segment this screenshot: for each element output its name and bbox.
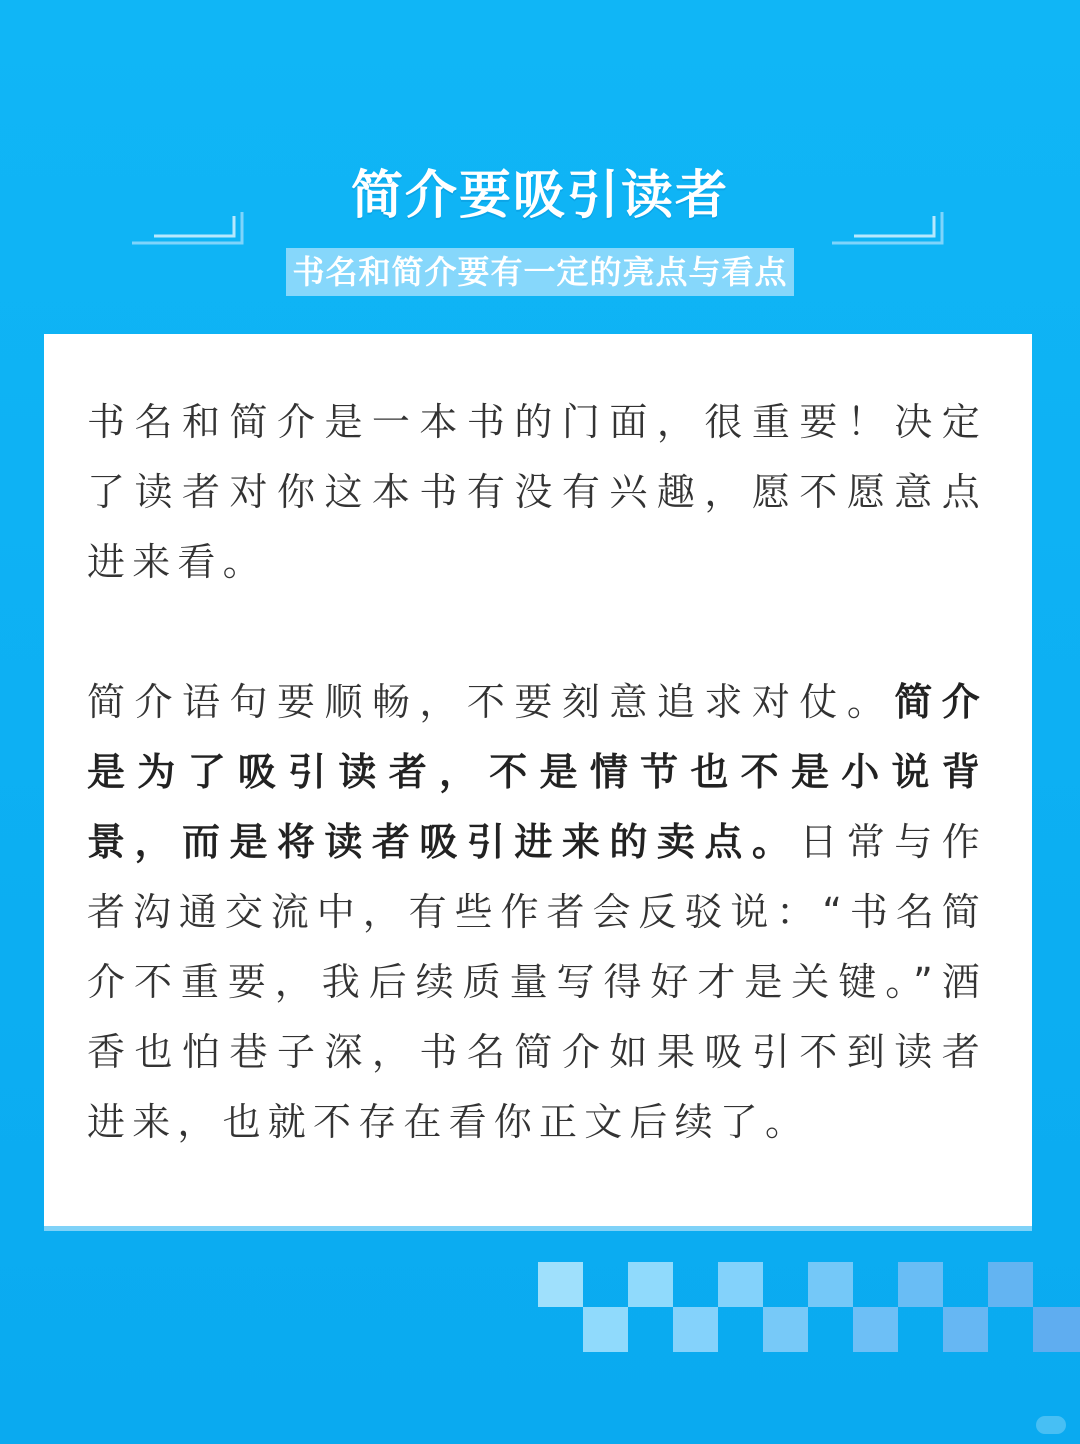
checker-square: [763, 1307, 808, 1352]
paragraph-2-bold-part: 简介是为了吸引读者，不是情节也不是小说背景，而是将读者吸引进来的卖点。: [87, 680, 988, 864]
checker-square: [898, 1262, 943, 1307]
checker-square: [808, 1262, 853, 1307]
page-title: 简介要吸引读者: [350, 166, 729, 226]
subtitle-container: [0, 248, 1080, 296]
paragraph-2-part-3: 日常与作者沟通交流中，有些作者会反驳说：“书名简介不重要，我后续质量写得好才是关键。”酒香也怕巷子深，书名简介如果吸引不到读者进来，也就不存在看你正文后续了。: [87, 820, 987, 1144]
content-card: [44, 334, 1032, 1226]
checker-square: [853, 1307, 898, 1352]
checker-square: [988, 1262, 1033, 1307]
checker-square: [943, 1307, 988, 1352]
checker-square: [673, 1307, 718, 1352]
corner-watermark: [1036, 1416, 1066, 1434]
card-content: [87, 387, 987, 1157]
paragraph-2: [87, 667, 987, 1157]
checker-square: [628, 1262, 673, 1307]
checker-square: [1033, 1307, 1080, 1352]
checker-square: [718, 1262, 763, 1307]
paragraph-2-part-1: 简介语句要顺畅，不要刻意追求对仗。: [87, 680, 895, 724]
checker-square: [538, 1262, 583, 1307]
paragraph-1: 书名和简介是一本书的门面，很重要！决定了读者对你这本书有没有兴趣，愿不愿意点进来看。: [87, 400, 987, 584]
checker-square: [583, 1307, 628, 1352]
page-subtitle: 书名和简介要有一定的亮点与看点: [286, 248, 793, 296]
right-decorative-lines: [830, 210, 946, 246]
